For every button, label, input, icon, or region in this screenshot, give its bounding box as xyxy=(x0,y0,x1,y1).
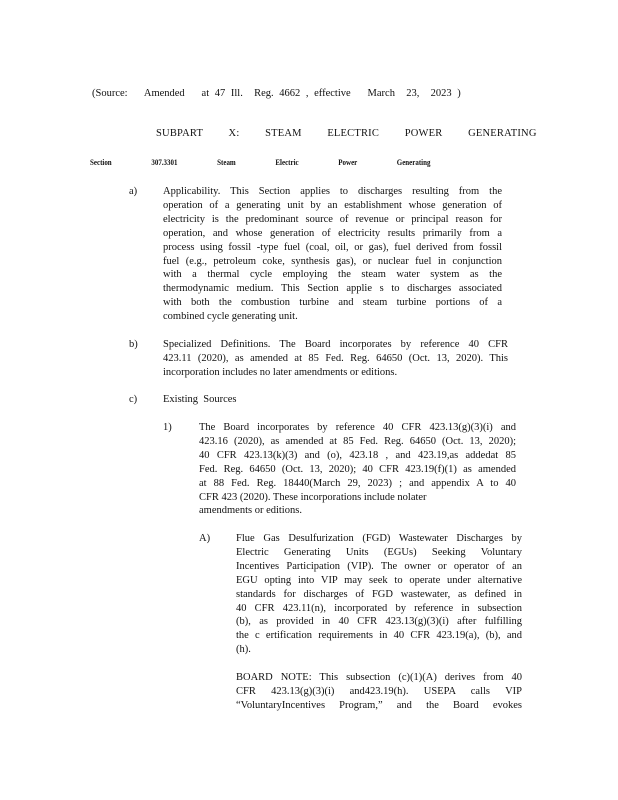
board-note-line: “VoluntaryIncentives Program,” and the Board evokes xyxy=(236,699,522,711)
source-note: (Source: Amended at 47 Ill. Reg. 4662 , effective March 23, 2023 ) xyxy=(92,88,461,99)
paragraph-c1a-line: the c ertification requirements in 40 CFR 423.19(a), (b), and xyxy=(236,630,522,642)
paragraph-a-line: with both the combustion turbine and steam turbine portions of a xyxy=(163,297,502,309)
paragraph-a-line: combined cycle generating unit. xyxy=(163,311,298,323)
paragraph-a-line: with a thermal cycle employing the steam water system as the xyxy=(163,269,502,281)
paragraph-c1a-line: Incentives Participation (VIP). The owner or operator of an xyxy=(236,560,522,572)
paragraph-a-line: operation, and whose generation of electricity results primarily from a xyxy=(163,227,502,239)
paragraph-c1a-line: (h). xyxy=(236,644,251,656)
paragraph-a-line: Applicability. This Section applies to discharges resulting from the xyxy=(163,186,502,197)
paragraph-c1a-line: Flue Gas Desulfurization (FGD) Wastewater Discharges by xyxy=(236,533,522,544)
paragraph-b-text xyxy=(163,338,508,380)
paragraph-a-line: process using fossil -type fuel (coal, oil, or gas), fuel derived from fossil xyxy=(163,241,502,253)
paragraph-c1-line: 40 CFR 423.13(k)(3) and (o), 423.18 , and 423.19,as addedat 85 xyxy=(199,449,516,461)
paragraph-c1a-line: EGU opting into VIP may seek to operate under alternative xyxy=(236,574,522,586)
paragraph-c1-line: at 88 Fed. Reg. 18440(March 29, 2023) ; and appendix A to 40 xyxy=(199,477,516,489)
paragraph-c1a-line: 40 CFR 423.11(n), incorporated by reference in subsection xyxy=(236,602,522,614)
board-note-line: BOARD NOTE: This subsection (c)(1)(A) derives from 40 xyxy=(236,672,522,683)
paragraph-c1-line: amendments or editions. xyxy=(199,505,302,517)
paragraph-b-line: incorporation includes no later amendments or editions. xyxy=(163,366,398,378)
section-heading: Section 307.3301 Steam Electric Power Generating xyxy=(90,157,431,167)
paragraph-c1-marker: 1) xyxy=(163,422,172,433)
paragraph-c1-text xyxy=(199,421,516,518)
paragraph-c1-line: Fed. Reg. 64650 (Oct. 13, 2020); 40 CFR 423.19(f)(1) as amended xyxy=(199,463,516,475)
paragraph-c-marker: c) xyxy=(129,394,138,405)
board-note-line: CFR 423.13(g)(3)(i) and423.19(h). USEPA calls VIP xyxy=(236,685,522,697)
paragraph-c1-line: The Board incorporates by reference 40 CFR 423.13(g)(3)(i) and xyxy=(199,422,516,433)
paragraph-a-line: operation of a generating unit by an establishment whose generation of xyxy=(163,199,502,211)
paragraph-c1-line: 423.16 (2020), as amended at 85 Fed. Reg. 64650 (Oct. 13, 2020); xyxy=(199,435,516,447)
paragraph-c1a-line: (b), as provided in 40 CFR 423.13(g)(3)(i) after fulfilling xyxy=(236,616,522,628)
board-note xyxy=(236,671,522,713)
paragraph-c1-line: CFR 423 (2020). These incorporations include nolater xyxy=(199,491,427,503)
paragraph-b-marker: b) xyxy=(129,339,138,350)
subpart-heading: SUBPART X: STEAM ELECTRIC POWER GENERATING xyxy=(156,128,537,139)
paragraph-a-line: electricity is the predominant source of revenue or principal reason for xyxy=(163,213,502,225)
paragraph-b-line: Specialized Definitions. The Board incorporates by reference 40 CFR xyxy=(163,339,508,350)
paragraph-c1a-line: standards for discharges of FGD wastewater, as defined in xyxy=(236,588,522,600)
paragraph-a-line: thermodynamic medium. This Section applie s to discharges associated xyxy=(163,283,502,295)
paragraph-c1a-text xyxy=(236,532,522,657)
paragraph-a-marker: a) xyxy=(129,186,138,197)
paragraph-a-line: fuel (e.g., petroleum coke, synthesis gas), or nuclear fuel in conjunction xyxy=(163,255,502,267)
paragraph-b-line: 423.11 (2020), as amended at 85 Fed. Reg. 64650 (Oct. 13, 2020). This xyxy=(163,352,508,364)
paragraph-c1a-marker: A) xyxy=(199,533,211,544)
paragraph-c-title: Existing Sources xyxy=(163,394,237,405)
paragraph-c1a-line: Electric Generating Units (EGUs) Seeking Voluntary xyxy=(236,546,522,558)
paragraph-a-text xyxy=(163,185,502,324)
